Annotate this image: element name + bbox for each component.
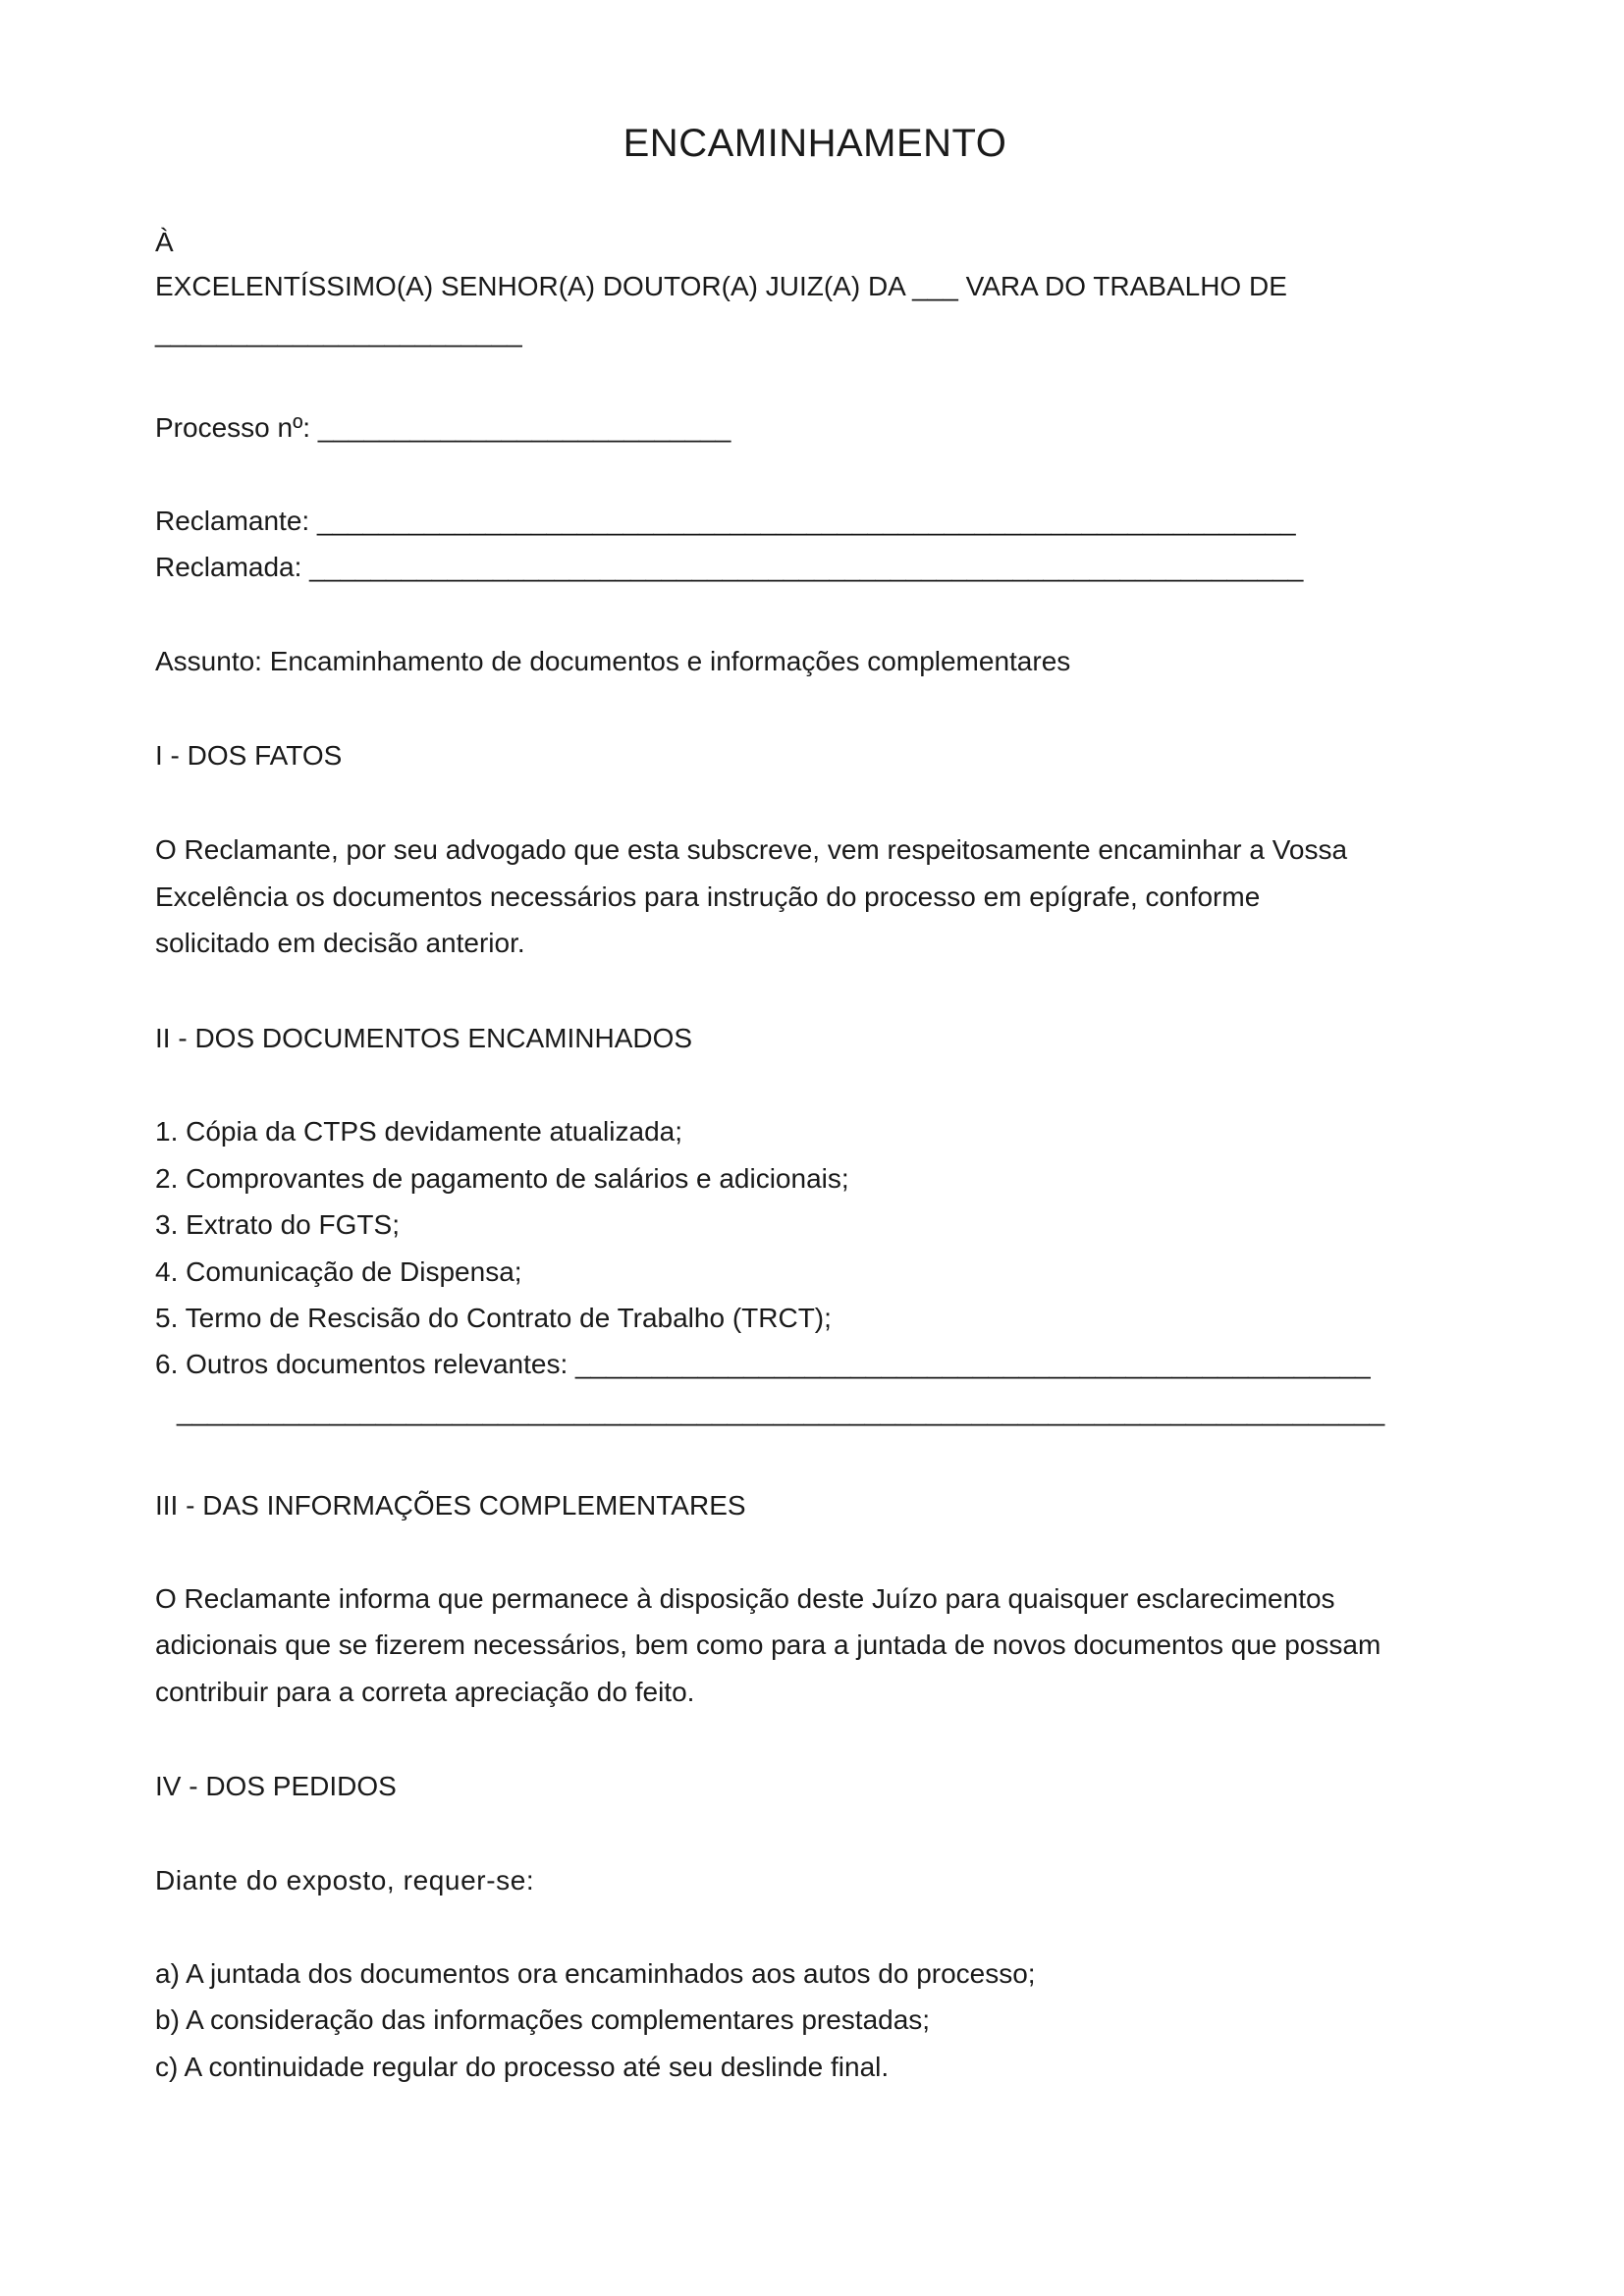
addressee-blank: ________________________ [155, 317, 522, 347]
request-list-item: c) A continuidade regular do processo até seu deslinde final. [155, 2052, 890, 2082]
section-4-heading: IV - DOS PEDIDOS [155, 1771, 397, 1801]
section-3-paragraph-line: O Reclamante informa que permanece à disposição deste Juízo para quaisquer esclarecimentos [155, 1583, 1335, 1614]
document-list-item: 2. Comprovantes de pagamento de salários e adicionais; [155, 1163, 849, 1194]
section-1-heading: I - DOS FATOS [155, 740, 343, 771]
document-list-item: 3. Extrato do FGTS; [155, 1209, 400, 1240]
document-title: ENCAMINHAMENTO [623, 122, 1007, 165]
section-3-paragraph-line: adicionais que se fizerem necessários, bem como para a juntada de novos documentos que possam [155, 1629, 1381, 1660]
requests-intro: Diante do exposto, requer-se: [155, 1865, 535, 1896]
section-3-heading: III - DAS INFORMAÇÕES COMPLEMENTARES [155, 1490, 746, 1521]
process-number-field: Processo nº: ___________________________ [155, 412, 731, 443]
document-list-item: 5. Termo de Rescisão do Contrato de Trabalho (TRCT); [155, 1303, 832, 1333]
section-1-paragraph-line: Excelência os documentos necessários para instrução do processo em epígrafe, conforme [155, 881, 1261, 912]
claimant-field: Reclamante: ________________________________________________________________ [155, 506, 1296, 536]
document-list-item: 4. Comunicação de Dispensa; [155, 1256, 522, 1287]
section-2-heading: II - DOS DOCUMENTOS ENCAMINHADOS [155, 1023, 693, 1053]
section-1-paragraph-line: solicitado em decisão anterior. [155, 928, 525, 958]
request-list-item: a) A juntada dos documentos ora encaminhados aos autos do processo; [155, 1958, 1036, 1989]
other-documents-blank: _______________________________________________________________________________ [177, 1396, 1385, 1426]
addressee-prefix: À [155, 227, 174, 257]
request-list-item: b) A consideração das informações complementares prestadas; [155, 2004, 931, 2035]
section-3-paragraph-line: contribuir para a correta apreciação do feito. [155, 1677, 695, 1707]
addressee-line: EXCELENTÍSSIMO(A) SENHOR(A) DOUTOR(A) JUIZ(A) DA ___ VARA DO TRABALHO DE [155, 271, 1287, 301]
subject-line: Assunto: Encaminhamento de documentos e informações complementares [155, 646, 1071, 676]
defendant-field: Reclamada: _________________________________________________________________ [155, 552, 1304, 582]
section-1-paragraph-line: O Reclamante, por seu advogado que esta subscreve, vem respeitosamente encaminhar a Vossa [155, 834, 1348, 865]
document-list-item: 6. Outros documentos relevantes: ____________________________________________________ [155, 1349, 1371, 1379]
document-list-item: 1. Cópia da CTPS devidamente atualizada; [155, 1116, 682, 1147]
